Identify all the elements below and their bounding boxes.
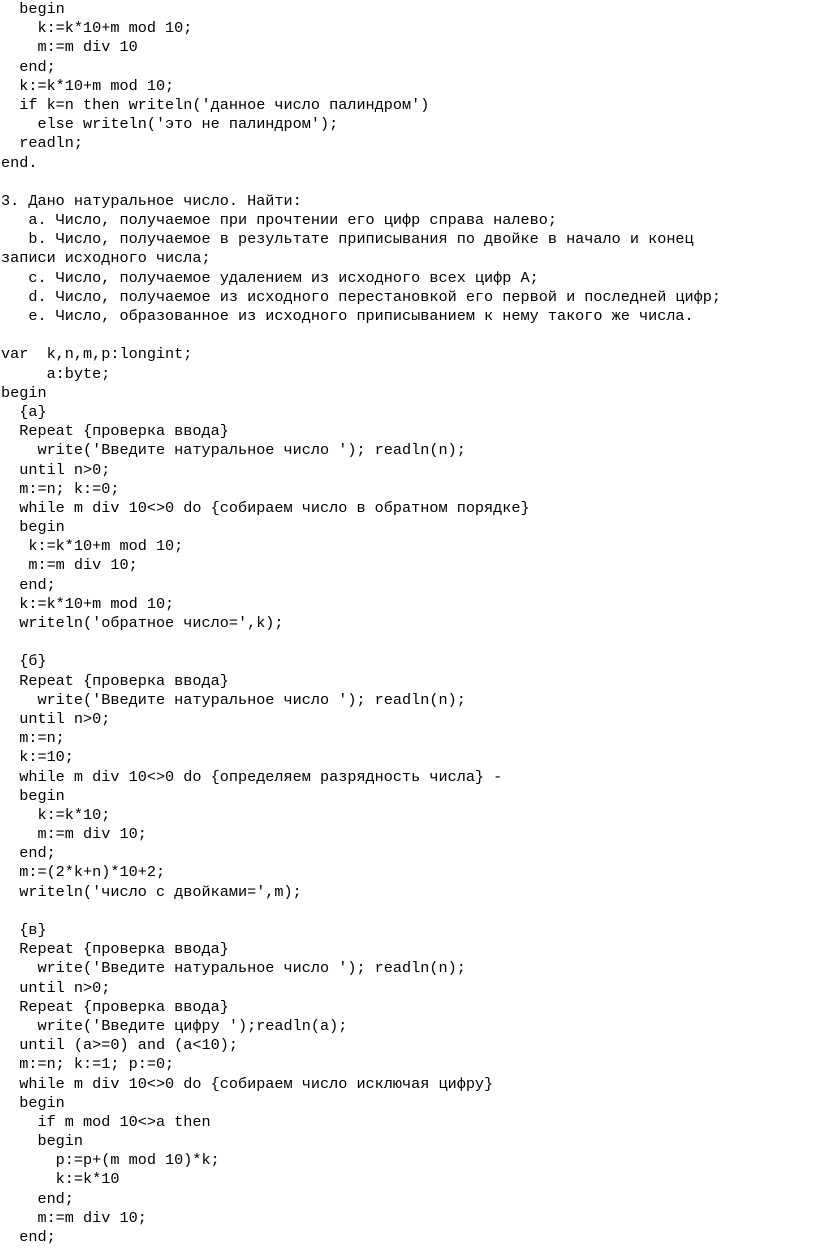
blank-line (0, 633, 816, 652)
code-line: k:=k*10+m mod 10; (1, 594, 175, 613)
code-line: while m div 10<>0 do {собираем число исключая цифру} (1, 1074, 494, 1093)
code-line: while m div 10<>0 do {определяем разрядность числа} - (1, 767, 503, 786)
code-line: write('Введите натуральное число '); readln(n); (1, 441, 466, 460)
code-line: k:=k*10 (1, 1170, 120, 1189)
code-line: if k=n then writeln('данное число палиндром') (1, 95, 430, 114)
code-line: m:=n; k:=0; (1, 479, 120, 498)
code-line: m:=n; (1, 729, 65, 748)
code-line: writeln('обратное число=',k); (1, 614, 284, 632)
code-line: a:byte; (1, 364, 111, 383)
code-line: begin (1, 1093, 65, 1112)
blank-line (0, 902, 816, 921)
code-line: write('Введите цифру ');readln(a); (1, 1016, 348, 1035)
code-line: begin (1, 786, 65, 805)
code-line: until n>0; (1, 709, 111, 728)
code-line: m:=m div 10; (1, 556, 138, 575)
code-line: begin (1, 518, 65, 537)
task-heading: 3. Дано натуральное число. Найти: (1, 191, 302, 210)
code-line: m:=m div 10; (1, 825, 147, 844)
task-item-a: a. Число, получаемое при прочтении его цифр справа налево; (1, 211, 557, 230)
code-comment-section-b: {б} (1, 652, 47, 671)
code-line: until n>0; (1, 460, 111, 479)
code-line: var k,n,m,p:longint; (1, 345, 193, 364)
task-item-d: d. Число, получаемое из исходного перестановкой его первой и последней цифр; (1, 287, 722, 306)
code-line: k:=k*10+m mod 10; (1, 76, 175, 95)
blank-line (0, 173, 816, 192)
code-line: until (a>=0) and (a<10); (1, 1036, 238, 1055)
code-line: k:=k*10+m mod 10; (1, 537, 184, 556)
task-item-e: e. Число, образованное из исходного приписыванием к нему такого же числа. (1, 307, 694, 325)
blank-line (0, 326, 816, 345)
code-line: begin (1, 0, 65, 18)
code-line: while m div 10<>0 do {собираем число в обратном порядке} (1, 498, 530, 517)
task-item-c: c. Число, получаемое удалением из исходного всех цифр А; (1, 268, 539, 287)
code-line: m:=(2*k+n)*10+2; (1, 863, 166, 882)
code-line: end; (1, 1189, 74, 1208)
code-line: write('Введите натуральное число '); readln(n); (1, 959, 466, 978)
code-line: k:=k*10+m mod 10; (1, 19, 193, 38)
code-line: end; (1, 844, 56, 863)
code-line: begin (1, 383, 47, 402)
code-line: Repeat {проверка ввода} (1, 997, 229, 1016)
code-line: write('Введите натуральное число '); readln(n); (1, 690, 466, 709)
code-line: end; (1, 57, 56, 76)
code-line: k:=10; (1, 748, 74, 767)
code-line: writeln('число с двойками=',m); (1, 882, 302, 901)
code-line: m:=n; k:=1; p:=0; (1, 1055, 175, 1074)
code-line: begin (1, 1132, 84, 1151)
code-line: m:=m div 10 (1, 38, 138, 57)
code-comment-section-v: {в} (1, 921, 47, 939)
task-item-b-continued: записи исходного числа; (1, 249, 211, 268)
code-line: m:=m div 10; (1, 1208, 147, 1227)
code-line: Repeat {проверка ввода} (1, 671, 229, 690)
code-line: if m mod 10<>a then (1, 1112, 211, 1131)
code-line: Repeat {проверка ввода} (1, 940, 229, 959)
code-line: p:=p+(m mod 10)*k; (1, 1151, 220, 1170)
task-item-b: b. Число, получаемое в результате приписывания по двойке в начало и конец (1, 230, 694, 249)
code-line: end; (1, 1228, 56, 1246)
code-line: else writeln('это не палиндром'); (1, 115, 339, 134)
code-comment-section-a: {a} (1, 402, 47, 421)
code-line: until n>0; (1, 978, 111, 997)
code-line: end; (1, 575, 56, 594)
code-line: readln; (1, 134, 84, 153)
code-line: end. (1, 153, 38, 172)
code-line: Repeat {проверка ввода} (1, 422, 229, 441)
code-line: k:=k*10; (1, 805, 111, 824)
